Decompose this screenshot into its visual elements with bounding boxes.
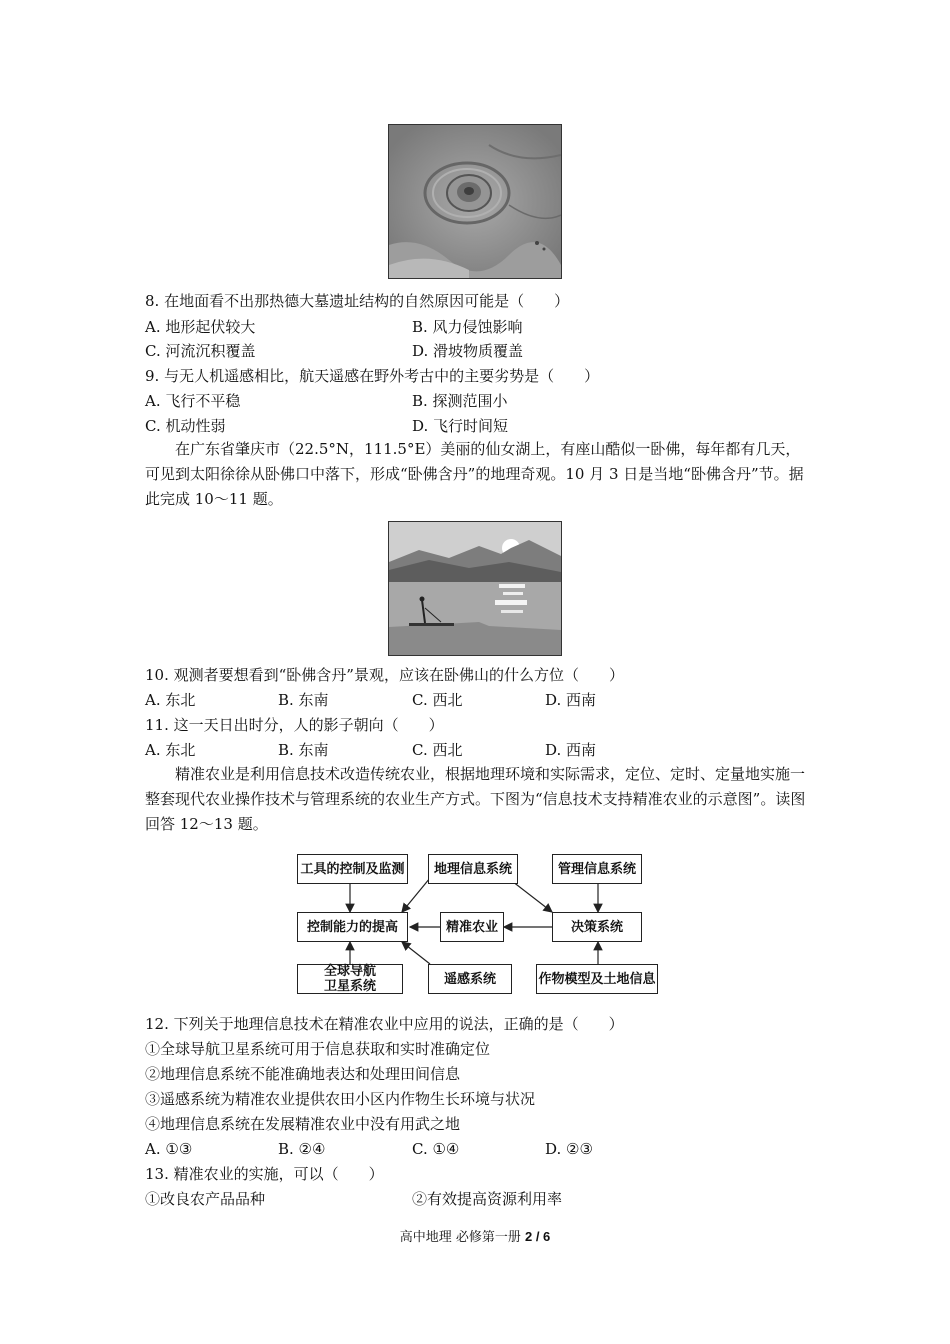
q9-option-a[interactable]: A. 飞行不平稳 <box>145 392 241 410</box>
q12-statement-2: ②地理信息系统不能准确地表达和处理田间信息 <box>145 1065 461 1083</box>
q12-option-d[interactable]: D. ②③ <box>545 1140 593 1158</box>
box-crop-model: 作物模型及土地信息 <box>536 964 658 994</box>
q8-option-d[interactable]: D. 滑坡物质覆盖 <box>412 342 524 360</box>
q8-option-a[interactable]: A. 地形起伏较大 <box>145 318 256 336</box>
box-precision-agriculture: 精准农业 <box>440 912 504 942</box>
sunset-lake-photo <box>388 521 562 656</box>
q11-stem: 11. 这一天日出时分，人的影子朝向（ ） <box>145 716 444 734</box>
sunset-lake-svg <box>389 522 561 655</box>
q11-option-b[interactable]: B. 东南 <box>278 741 329 759</box>
q11-option-a[interactable]: A. 东北 <box>145 741 196 759</box>
footer-separator: / <box>532 1229 544 1244</box>
box-gnss <box>297 964 403 994</box>
q9-stem: 9. 与无人机遥感相比，航天遥感在野外考古中的主要劣势是（ ） <box>145 367 600 385</box>
q10-option-b[interactable]: B. 东南 <box>278 691 329 709</box>
box-gnss-line2: 卫星系统 <box>323 979 376 994</box>
q12-option-a[interactable]: A. ①③ <box>145 1140 193 1158</box>
passage-precision-agriculture: 精准农业是利用信息技术改造传统农业，根据地理环境和实际需求，定位、定时、定量地实施一整套现代农业操作技术与管理系统的农业生产方式。下图为“信息技术支持精准农业的示意图”。读图回答 12～13 题。 <box>145 765 806 833</box>
q9-option-c[interactable]: C. 机动性弱 <box>145 417 226 435</box>
footer-page-number: 2 <box>524 1229 533 1244</box>
q8-stem: 8. 在地面看不出那热德大墓遗址结构的自然原因可能是（ ） <box>145 292 570 310</box>
q8-option-c[interactable]: C. 河流沉积覆盖 <box>145 342 256 360</box>
box-gis: 地理信息系统 <box>428 854 518 884</box>
q8-option-b[interactable]: B. 风力侵蚀影响 <box>412 318 523 336</box>
q12-statement-4: ④地理信息系统在发展精准农业中没有用武之地 <box>145 1115 461 1133</box>
q10-option-c[interactable]: C. 西北 <box>412 691 463 709</box>
q12-option-c[interactable]: C. ①④ <box>412 1140 460 1158</box>
q10-option-d[interactable]: D. 西南 <box>545 691 597 709</box>
box-decision-system: 决策系统 <box>552 912 642 942</box>
q10-stem: 10. 观测者要想看到“卧佛含丹”景观，应该在卧佛山的什么方位（ ） <box>145 666 624 684</box>
box-gnss-line1: 全球导航 <box>323 964 376 979</box>
q12-statement-1: ①全球导航卫星系统可用于信息获取和实时准确定位 <box>145 1040 491 1058</box>
footer-text: 高中地理 必修第一册 <box>399 1230 525 1245</box>
q9-option-d[interactable]: D. 飞行时间短 <box>412 417 509 435</box>
q11-option-c[interactable]: C. 西北 <box>412 741 463 759</box>
q12-stem: 12. 下列关于地理信息技术在精准农业中应用的说法，正确的是（ ） <box>145 1015 624 1033</box>
q12-statement-3: ③遥感系统为精准农业提供农田小区内作物生长环境与状况 <box>145 1090 536 1108</box>
box-mis: 管理信息系统 <box>552 854 642 884</box>
q11-option-d[interactable]: D. 西南 <box>545 741 597 759</box>
q13-statement-2: ②有效提高资源利用率 <box>412 1190 563 1208</box>
box-tools-control: 工具的控制及监测 <box>297 854 408 884</box>
tomb-satellite-image <box>388 124 562 279</box>
page-footer <box>0 1226 950 1245</box>
box-control-improvement: 控制能力的提高 <box>297 912 408 942</box>
q13-stem: 13. 精准农业的实施，可以（ ） <box>145 1165 384 1183</box>
q9-option-b[interactable]: B. 探测范围小 <box>412 392 508 410</box>
q12-option-b[interactable]: B. ②④ <box>278 1140 326 1158</box>
passage-wofo-handan: 在广东省肇庆市（22.5°N，111.5°E）美丽的仙女湖上，有座山酷似一卧佛，每年都有几天，可见到太阳徐徐从卧佛口中落下，形成“卧佛含丹”的地理奇观。10 月 3 日是当地“卧佛含丹”节。据此完成 10～11 题。 <box>145 440 804 508</box>
box-remote-sensing: 遥感系统 <box>428 964 512 994</box>
precision-agriculture-diagram <box>290 850 660 1000</box>
q13-statement-1: ①改良农产品品种 <box>145 1190 266 1208</box>
footer-total-pages: 6 <box>543 1229 551 1244</box>
q10-option-a[interactable]: A. 东北 <box>145 691 196 709</box>
tomb-satellite-svg <box>389 125 561 278</box>
